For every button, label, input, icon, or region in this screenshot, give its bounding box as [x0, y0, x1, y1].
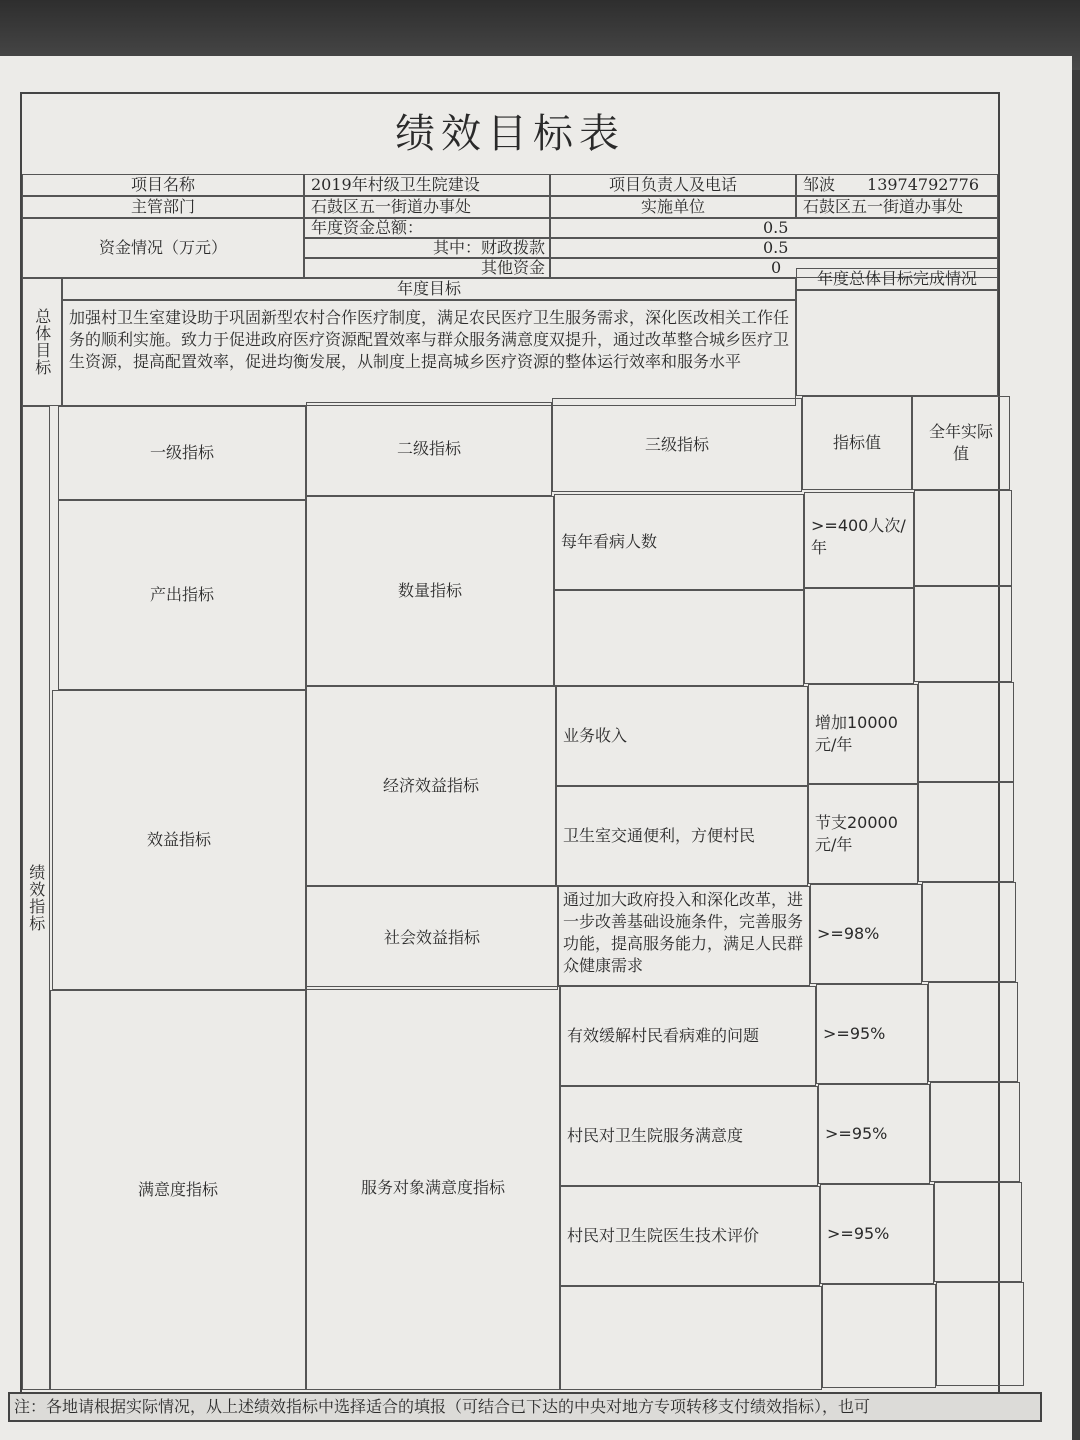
satisfaction-actual1: [928, 982, 1018, 1082]
satisfaction-value4-empty: [822, 1284, 936, 1388]
header-level1: 一级指标: [58, 406, 306, 500]
benefit-econ-item2: 卫生室交通便利，方便村民: [556, 786, 808, 886]
dept-value: 石鼓区五一街道办事处: [304, 196, 550, 218]
header-level2: 二级指标: [306, 402, 552, 496]
output-value1: >=400人次/年: [804, 492, 914, 588]
output-item1: 每年看病人数: [554, 494, 804, 590]
satisfaction-actual2: [930, 1082, 1020, 1182]
benefit-econ-item1: 业务收入: [556, 686, 808, 786]
leader-label: 项目负责人及电话: [550, 174, 796, 196]
satisfaction-value1: >=95%: [816, 984, 928, 1084]
leader-contact: [796, 174, 998, 196]
benefit-social-item: 通过加大政府投入和深化改革，进一步改善基础设施条件，完善服务功能，提高服务能力，满足人民群众健康需求: [558, 886, 810, 986]
header-actual-value: 全年实际值: [912, 396, 1010, 490]
output-actual2-empty: [914, 586, 1012, 682]
satisfaction-value2: >=95%: [818, 1084, 930, 1184]
page-title: 绩效目标表: [395, 111, 625, 157]
funds-finance-label: 其中：财政拨款: [304, 238, 550, 258]
footer-note: 注：各地请根据实际情况，从上述绩效指标中选择适合的填报（可结合已下达的中央对地方专项转移支付绩效指标），也可: [8, 1392, 1042, 1422]
leader-name: 邹波: [803, 175, 836, 195]
benefit-econ-actual1: [918, 682, 1014, 782]
funds-finance-value: 0.5: [550, 238, 998, 258]
output-value2-empty: [804, 588, 914, 684]
satisfaction-actual3: [934, 1182, 1022, 1282]
output-actual1: [914, 490, 1012, 586]
satisfaction-value3: >=95%: [820, 1184, 934, 1284]
benefit-social-actual: [922, 882, 1016, 982]
project-name-value: 2019年村级卫生院建设: [304, 174, 550, 196]
impl-label: 实施单位: [550, 196, 796, 218]
annual-goal-text: 加强村卫生室建设助于巩固新型农村合作医疗制度，满足农民医疗卫生服务需求，深化医改相关工作任务的顺利实施。致力于促进政府医疗资源配置效率与群众服务满意度双提升，通过改革整合城乡医疗卫生资源，提高配置效率，促进均衡发展，从制度上提高城乡医疗资源的整体运行效率和服务水平: [62, 300, 796, 406]
benefit-econ-value1: 增加10000元/年: [808, 684, 918, 784]
satisfaction-actual4-empty: [936, 1282, 1024, 1386]
satisfaction-item3: 村民对卫生院医生技术评价: [560, 1186, 820, 1286]
annual-goal-label: 年度目标: [62, 278, 796, 300]
output-level2: 数量指标: [306, 496, 554, 686]
funds-total-value: 0.5: [550, 218, 998, 238]
benefit-econ-actual2: [918, 782, 1014, 882]
benefit-level1: 效益指标: [52, 690, 306, 990]
project-name-label: 项目名称: [22, 174, 304, 196]
dept-label: 主管部门: [22, 196, 304, 218]
satisfaction-item2: 村民对卫生院服务满意度: [560, 1086, 818, 1186]
satisfaction-item1: 有效缓解村民看病难的问题: [560, 986, 816, 1086]
funds-other-value: 0: [550, 258, 998, 278]
leader-phone: 13974792776: [867, 175, 979, 195]
header-level3: 三级指标: [552, 398, 802, 492]
funds-other-label: 其他资金: [304, 258, 550, 278]
satisfaction-item4-empty: [560, 1286, 822, 1390]
completion-label: 年度总体目标完成情况: [796, 268, 998, 290]
completion-cell: [796, 290, 998, 396]
overall-goal-side-label: 总体目标: [22, 278, 62, 406]
benefit-econ-level2: 经济效益指标: [306, 686, 556, 886]
funds-label: 资金情况（万元）: [22, 218, 304, 278]
header-target-value: 指标值: [802, 396, 912, 490]
satisfaction-level1: 满意度指标: [50, 990, 306, 1390]
output-item2-empty: [554, 590, 804, 686]
benefit-social-value: >=98%: [810, 884, 922, 984]
funds-total-label: 年度资金总额：: [304, 218, 550, 238]
benefit-social-level2: 社会效益指标: [306, 886, 558, 990]
benefit-econ-value2: 节支20000元/年: [808, 784, 918, 884]
satisfaction-level2: 服务对象满意度指标: [306, 986, 560, 1390]
output-level1: 产出指标: [58, 500, 306, 690]
impl-value: 石鼓区五一街道办事处: [796, 196, 998, 218]
performance-side-label: 绩效指标: [22, 406, 50, 1390]
